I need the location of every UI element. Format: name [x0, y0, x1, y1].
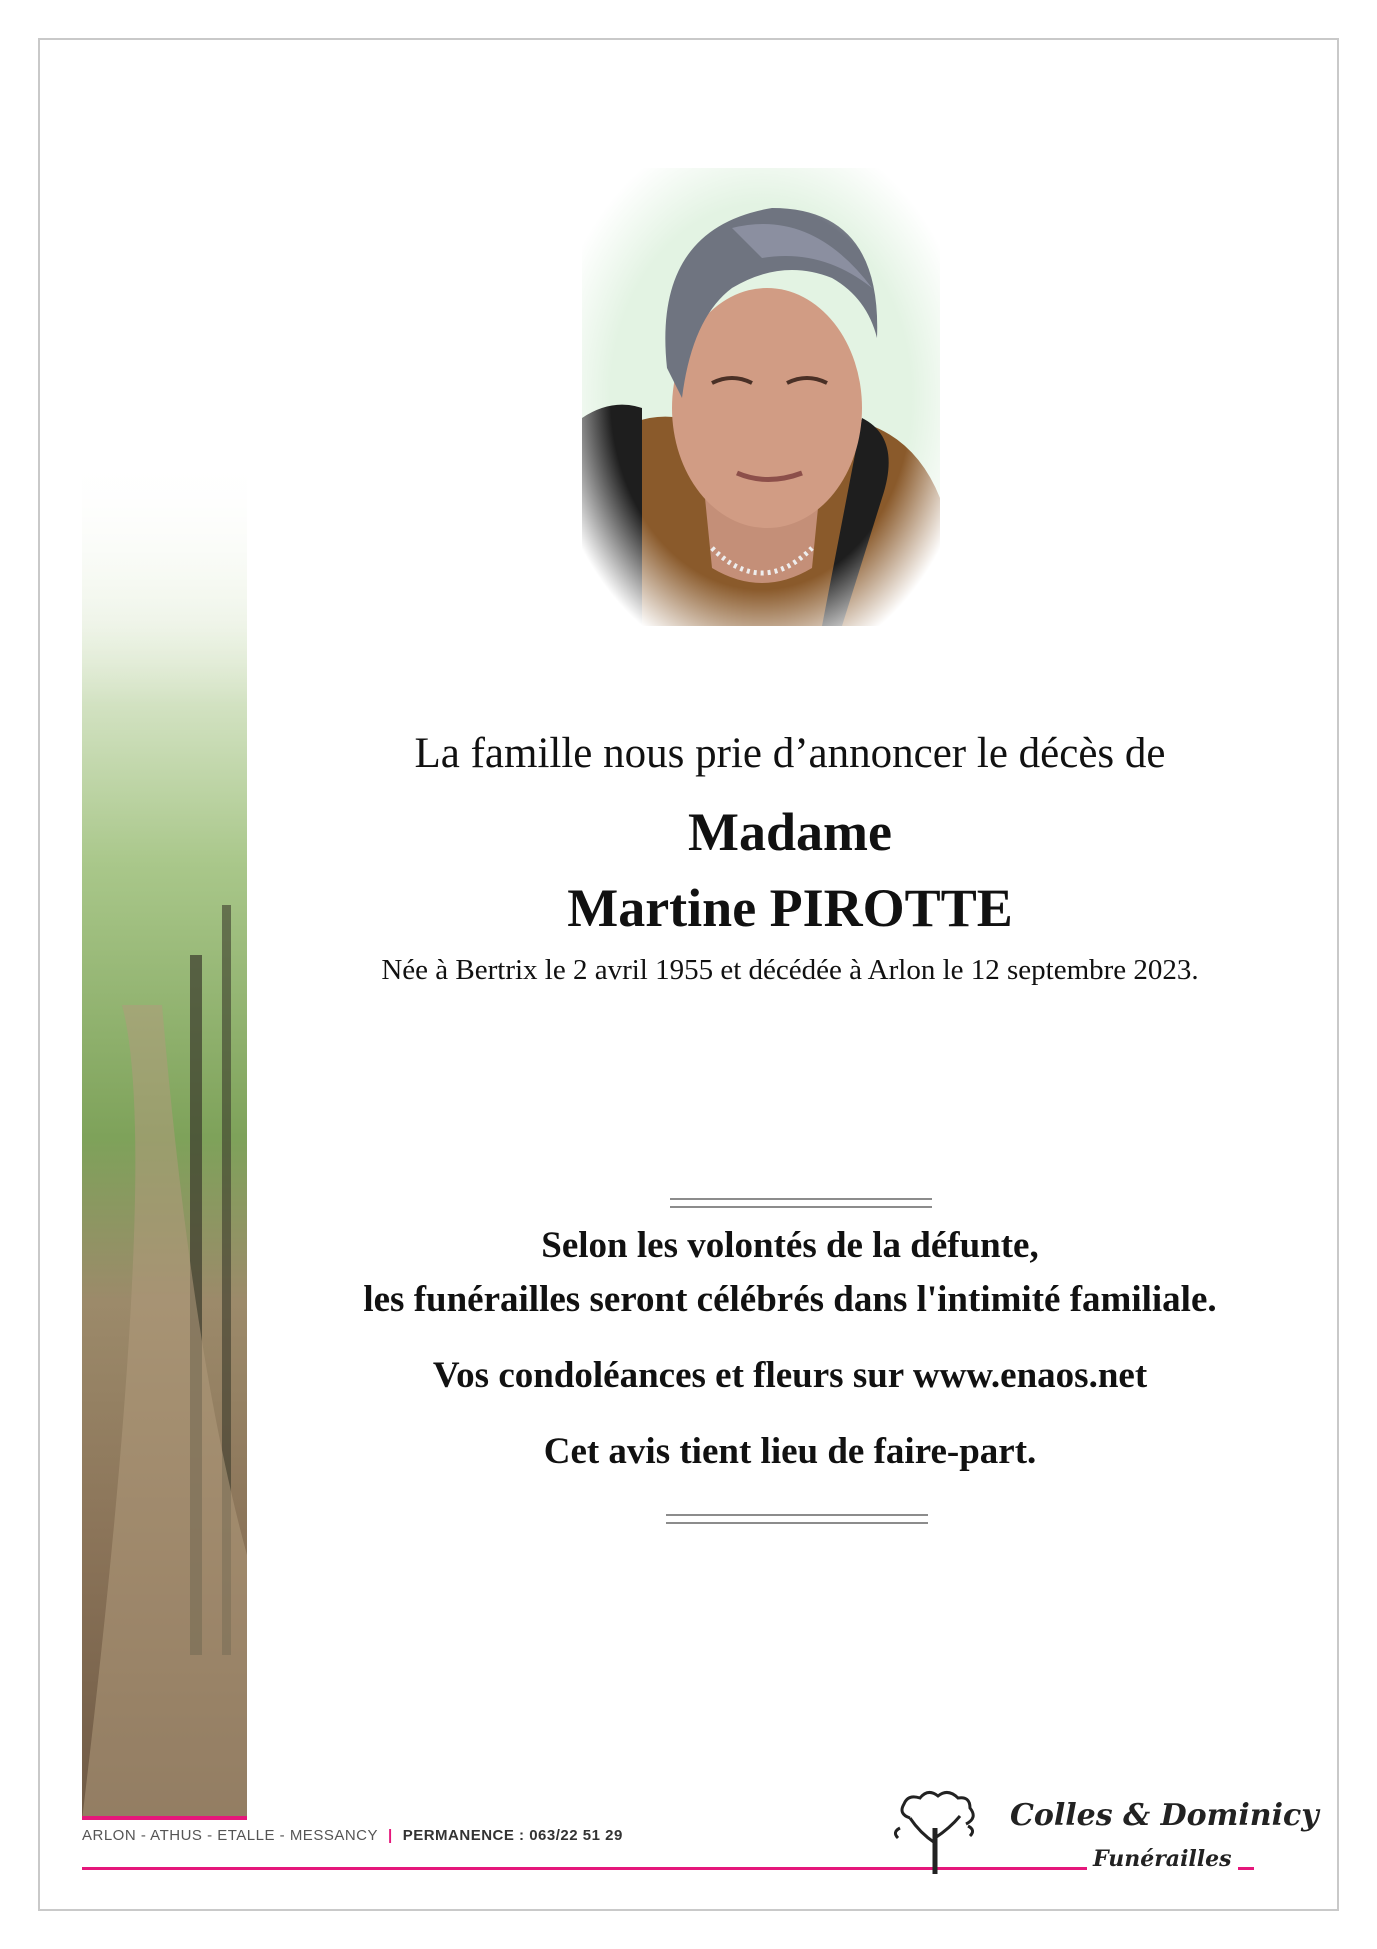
footer-accent-line [82, 1867, 1254, 1870]
forest-accent-line [82, 1816, 247, 1820]
footer-separator: | [388, 1827, 393, 1844]
divider-bottom [666, 1514, 928, 1524]
divider-top [670, 1198, 932, 1208]
deceased-name: Martine PIROTTE [567, 878, 1013, 938]
funeral-home-name: Colles & Dominicy [1010, 1798, 1319, 1833]
wishes-line: Selon les volontés de la défunte, [541, 1225, 1039, 1266]
intro-text: La famille nous prie d’annoncer le décès de [414, 730, 1166, 777]
forest-path-image [82, 455, 247, 1820]
footer-locations: ARLON - ATHUS - ETALLE - MESSANCY [82, 1827, 378, 1844]
footer-permanence: PERMANENCE : 063/22 51 29 [402, 1827, 623, 1844]
funeral-line: les funérailles seront célébrés dans l'intimité familiale. [363, 1279, 1217, 1320]
footer-info [82, 1827, 623, 1844]
birth-death-dates: Née à Bertrix le 2 avril 1955 et décédée à Arlon le 12 septembre 2023. [381, 954, 1199, 986]
condolences-line: Vos condoléances et fleurs sur www.enaos.net [432, 1355, 1148, 1396]
tree-logo-icon [890, 1788, 980, 1874]
portrait-photo [582, 168, 940, 626]
notice-line: Cet avis tient lieu de faire-part. [543, 1431, 1037, 1472]
honorific: Madame [688, 802, 892, 862]
funeral-home-subtitle: Funérailles [1087, 1846, 1238, 1872]
